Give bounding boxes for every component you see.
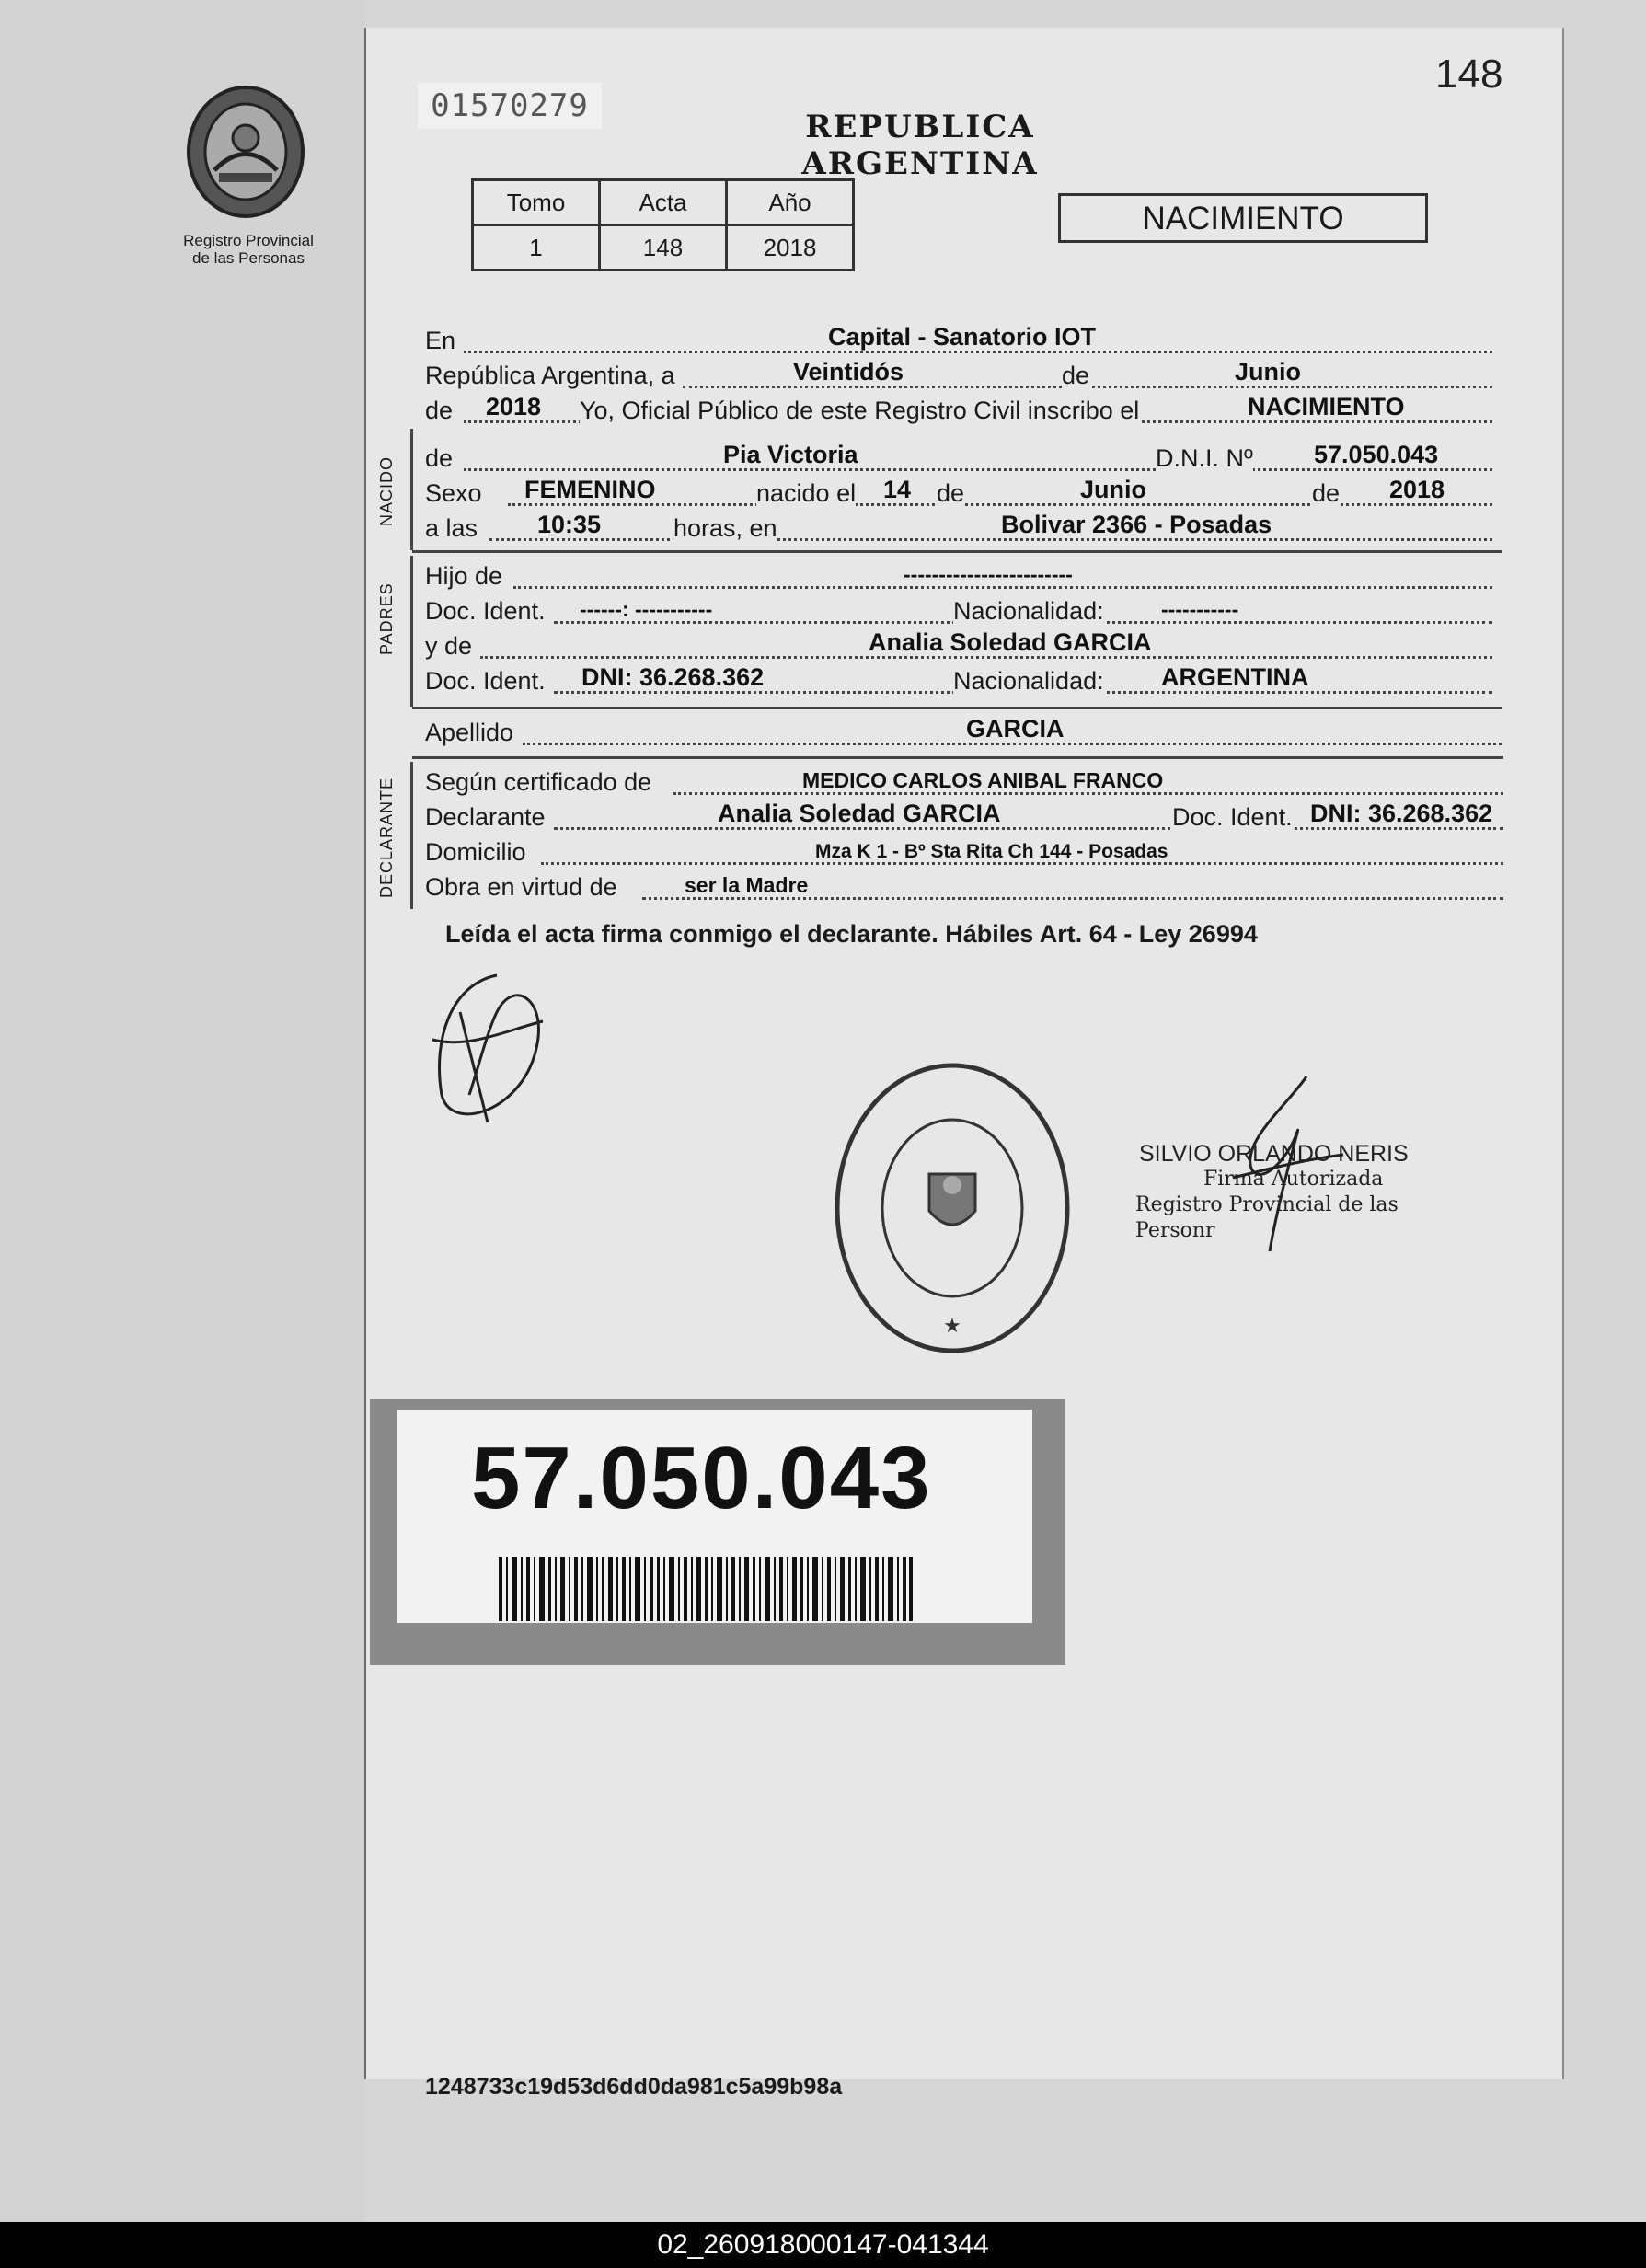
signer-org: Registro Provincial de las Personr (1135, 1193, 1399, 1242)
a-las-label: a las (425, 514, 478, 542)
logo-caption-line-2: de las Personas (192, 249, 305, 267)
serial-number: 01570279 (418, 83, 602, 129)
logo-caption (156, 232, 340, 267)
line-doc-madre (425, 662, 1492, 699)
id-barcode-panel (370, 1399, 1065, 1665)
official-signature (1205, 1067, 1352, 1261)
inscribo-value: NACIMIENTO (1248, 393, 1405, 420)
logo-caption-line-1: Registro Provincial (183, 232, 314, 249)
nacimiento-ano-value: 2018 (1389, 476, 1445, 503)
en-label: En (425, 327, 456, 354)
ref-header-ano: Año (727, 180, 854, 225)
dia-value: Veintidós (793, 358, 904, 386)
declarante-label: Declarante (425, 803, 546, 831)
doc-ident-label: Doc. Ident. (1172, 803, 1293, 831)
nacionalidad-madre-value: ARGENTINA (1161, 663, 1309, 691)
reference-table-value-row (473, 225, 854, 271)
hijo-de-label: Hijo de (425, 562, 503, 590)
obra-label: Obra en virtud de (425, 873, 617, 901)
nacionalidad-label: Nacionalidad: (953, 597, 1104, 625)
declarante-value: Analia Soledad GARCIA (718, 800, 1001, 827)
sexo-value: FEMENINO (524, 476, 656, 503)
registry-seal-stamp (828, 1056, 1076, 1360)
ano-value: 2018 (486, 393, 542, 420)
lugar-registro-value: Capital - Sanatorio IOT (828, 323, 1097, 351)
declarant-signature (414, 957, 561, 1132)
doc-padre-value: ------: ----------- (580, 597, 713, 621)
nacionalidad-label: Nacionalidad: (953, 667, 1104, 695)
de-label: de (425, 397, 454, 424)
line-republica (425, 357, 1492, 394)
signer-name: SILVIO ORLANDO NERIS (1139, 1141, 1409, 1167)
svg-text:★: ★ (943, 1315, 961, 1338)
obra-value: ser la Madre (685, 873, 809, 897)
document-hash: 1248733c19d53d6dd0da981c5a99b98a (425, 2074, 843, 2100)
line-hora (425, 510, 1492, 547)
line-obra (425, 869, 1503, 905)
record-type-box: NACIMIENTO (1058, 193, 1428, 243)
nacionalidad-padre-value: ----------- (1161, 597, 1239, 621)
lugar-nacimiento-value: Bolivar 2366 - Posadas (1001, 511, 1272, 538)
dotted-leader (489, 538, 1492, 541)
section-divider (412, 550, 1502, 553)
apellido-label: Apellido (425, 719, 514, 746)
ref-header-acta: Acta (600, 180, 727, 225)
scan-footer-id: 02_260918000147-041344 (0, 2222, 1646, 2268)
madre-value: Analia Soledad GARCIA (869, 628, 1152, 656)
certificado-value: MEDICO CARLOS ANIBAL FRANCO (802, 768, 1164, 792)
closing-statement: Leída el acta firma conmigo el declarante. Hábiles Art. 64 - Ley 26994 (445, 920, 1258, 948)
barcode (499, 1557, 913, 1621)
apellido-value: GARCIA (966, 715, 1065, 743)
left-margin (0, 0, 364, 2222)
padres-bracket (410, 556, 413, 707)
section-divider (412, 756, 1503, 759)
dni-value: 57.050.043 (1314, 441, 1439, 468)
declarante-bracket (410, 762, 413, 909)
line-y-de (425, 627, 1492, 664)
line-domicilio (425, 834, 1503, 870)
de-label: de (1062, 362, 1090, 389)
nacido-bracket (410, 429, 413, 550)
line-doc-padre (425, 593, 1492, 629)
domicilio-label: Domicilio (425, 838, 526, 866)
doc-ident-label: Doc. Ident. (425, 667, 546, 695)
signer-role: Firma Autorizada (1203, 1168, 1384, 1191)
document-title: REPUBLICA ARGENTINA (801, 109, 1039, 182)
certificado-label: Según certificado de (425, 768, 652, 796)
nombre-value: Pia Victoria (723, 441, 858, 468)
doc-ident-label: Doc. Ident. (425, 597, 546, 625)
line-nombre (425, 440, 1492, 477)
misiones-coat-of-arms-logo (182, 83, 309, 221)
nacido-el-label: nacido el (756, 479, 857, 507)
reference-table-header-row (473, 180, 854, 225)
domicilio-value: Mza K 1 - Bº Sta Rita Ch 144 - Posadas (815, 841, 1168, 862)
republica-label: República Argentina, a (425, 362, 675, 389)
sexo-label: Sexo (425, 479, 482, 507)
padres-section-label: PADRES (377, 582, 396, 655)
ref-header-tomo: Tomo (473, 180, 600, 225)
doc-madre-value: DNI: 36.268.362 (581, 663, 765, 691)
nacido-section-label: NACIDO (377, 455, 396, 526)
line-declarante (425, 799, 1503, 835)
id-barcode-inner (397, 1410, 1032, 1623)
declarante-doc-value: DNI: 36.268.362 (1310, 800, 1493, 827)
line-en (425, 322, 1492, 359)
de-label: de (937, 479, 965, 507)
id-number: 57.050.043 (471, 1429, 932, 1527)
line-sexo (425, 475, 1492, 512)
nombre-de-label: de (425, 444, 454, 472)
mes-value: Junio (1235, 358, 1301, 386)
line-yo (425, 392, 1492, 429)
horas-en-label: horas, en (673, 514, 777, 542)
dni-label: D.N.I. Nº (1156, 444, 1253, 472)
line-certificado (425, 764, 1503, 800)
yo-text: Yo, Oficial Público de este Registro Civil inscribo el (580, 397, 1140, 424)
line-apellido (425, 714, 1502, 751)
reference-table (471, 178, 855, 271)
padre-value: ------------------------ (904, 562, 1073, 586)
hora-value: 10:35 (537, 511, 602, 538)
declarante-section-label: DECLARANTE (377, 777, 396, 898)
y-de-label: y de (425, 632, 473, 660)
page-number: 148 (1435, 52, 1503, 97)
ref-value-tomo: 1 (473, 225, 600, 271)
section-divider (412, 707, 1502, 709)
line-hijo-de (425, 558, 1492, 594)
nacimiento-mes-value: Junio (1080, 476, 1146, 503)
ref-value-acta: 148 (600, 225, 727, 271)
de-label: de (1312, 479, 1341, 507)
nacimiento-dia-value: 14 (883, 476, 912, 503)
ref-value-ano: 2018 (727, 225, 854, 271)
